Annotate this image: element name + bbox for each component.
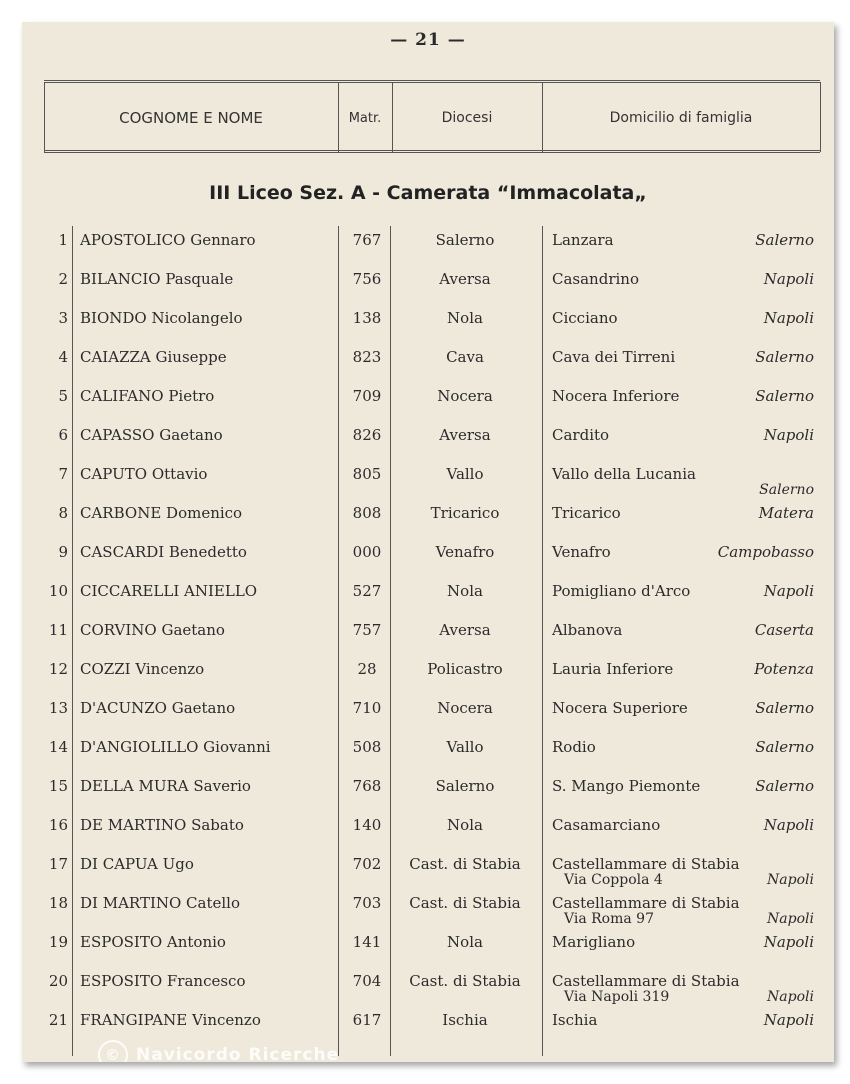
province: Caserta [754,621,814,639]
matriculation-number: 826 [352,426,382,444]
diocese: Salerno [435,777,495,795]
table-row [22,812,834,850]
column-header-diocese: Diocesi [441,110,493,126]
table-row [22,734,834,772]
matriculation-number: 702 [352,855,382,873]
table-row [22,968,834,1006]
domicile: Cava dei Tirreni [552,348,676,366]
row-number: 9 [58,543,68,561]
diocese: Cava [446,348,484,366]
domicile: Vallo della Lucania [552,465,696,483]
province: Napoli [763,933,814,951]
student-name: CASCARDI Benedetto [80,543,247,561]
province: Napoli [767,989,814,1005]
domicile: Tricarico [552,504,621,522]
domicile: Casandrino [552,270,639,288]
domicile: Marigliano [552,933,636,951]
matriculation-number: 508 [352,738,382,756]
table-row [22,773,834,811]
table-row [22,500,834,538]
student-name: D'ACUNZO Gaetano [80,699,236,717]
domicile-address: Via Napoli 319 [564,989,670,1005]
domicile: Ischia [552,1011,598,1029]
student-name: CICCARELLI ANIELLO [80,582,258,600]
row-number: 3 [58,309,68,327]
matriculation-number: 808 [352,504,382,522]
domicile: Castellammare di Stabia [552,855,740,873]
diocese: Cast. di Stabia [409,855,521,873]
diocese: Nocera [437,387,493,405]
row-number: 1 [58,231,68,249]
domicile: Castellammare di Stabia [552,894,740,912]
matriculation-number: 28 [357,660,377,678]
section-title: III Liceo Sez. A - Camerata “Immacolata„ [209,182,647,204]
row-number: 19 [48,933,68,951]
province: Salerno [759,482,814,498]
column-header-matr: Matr. [348,110,382,126]
row-number: 2 [58,270,68,288]
province: Salerno [755,231,814,249]
student-name: D'ANGIOLILLO Giovanni [80,738,271,756]
copyright-icon: © [98,1040,128,1062]
diocese: Vallo [446,738,484,756]
student-name: BILANCIO Pasquale [80,270,234,288]
diocese: Aversa [439,426,491,444]
matriculation-number: 527 [352,582,382,600]
diocese: Ischia [442,1011,488,1029]
diocese: Salerno [435,231,495,249]
table-row [22,266,834,304]
province: Napoli [763,426,814,444]
domicile-address: Via Coppola 4 [564,872,663,888]
table-row [22,929,834,967]
table-row [22,695,834,733]
row-number: 13 [48,699,68,717]
diocese: Nola [447,816,483,834]
table-row [22,656,834,694]
row-number: 17 [48,855,68,873]
province: Napoli [763,816,814,834]
student-name: CORVINO Gaetano [80,621,225,639]
row-number: 10 [48,582,68,600]
matriculation-number: 000 [352,543,382,561]
province: Salerno [755,738,814,756]
watermark-text: Navicordo Ricerche [136,1045,340,1062]
province: Salerno [755,777,814,795]
table-row [22,344,834,382]
row-number: 4 [58,348,68,366]
province: Campobasso [717,543,814,561]
row-number: 5 [58,387,68,405]
matriculation-number: 138 [352,309,382,327]
matriculation-number: 805 [352,465,382,483]
student-name: COZZI Vincenzo [80,660,205,678]
student-name: BIONDO Nicolangelo [80,309,243,327]
matriculation-number: 823 [352,348,382,366]
domicile: Nocera Superiore [552,699,688,717]
document-page [22,22,834,1062]
student-name: DI MARTINO Catello [80,894,241,912]
page-number: — 21 — [390,30,466,50]
row-number: 7 [58,465,68,483]
table-row [22,422,834,460]
province: Napoli [763,309,814,327]
row-number: 20 [48,972,68,990]
province: Salerno [755,699,814,717]
header-border-right [820,82,821,152]
province: Napoli [763,582,814,600]
column-header-name: COGNOME E NOME [119,109,263,127]
header-bottom-rule [44,150,820,153]
diocese: Nola [447,582,483,600]
diocese: Nola [447,933,483,951]
row-number: 12 [48,660,68,678]
domicile: Castellammare di Stabia [552,972,740,990]
table-row [22,539,834,577]
diocese: Nocera [437,699,493,717]
matriculation-number: 756 [352,270,382,288]
student-name: APOSTOLICO Gennaro [80,231,256,249]
matriculation-number: 767 [352,231,382,249]
domicile-address: Via Roma 97 [564,911,654,927]
student-name: CAPASSO Gaetano [80,426,223,444]
row-number: 16 [48,816,68,834]
header-top-rule [44,80,820,83]
domicile: Rodio [552,738,596,756]
matriculation-number: 757 [352,621,382,639]
province: Potenza [754,660,814,678]
domicile: Casamarciano [552,816,661,834]
diocese: Cast. di Stabia [409,972,521,990]
student-name: CAIAZZA Giuseppe [80,348,227,366]
domicile: Cardito [552,426,610,444]
row-number: 21 [48,1011,68,1029]
student-name: ESPOSITO Antonio [80,933,226,951]
domicile: Cicciano [552,309,618,327]
table-row [22,383,834,421]
matriculation-number: 140 [352,816,382,834]
domicile: Venafro [552,543,611,561]
table-row [22,851,834,889]
matriculation-number: 141 [352,933,382,951]
diocese: Cast. di Stabia [409,894,521,912]
table-row [22,617,834,655]
province: Salerno [755,387,814,405]
column-header-domicile: Domicilio di famiglia [609,110,753,126]
row-number: 6 [58,426,68,444]
matriculation-number: 709 [352,387,382,405]
student-name: DE MARTINO Sabato [80,816,244,834]
student-name: DELLA MURA Saverio [80,777,251,795]
row-number: 8 [58,504,68,522]
matriculation-number: 704 [352,972,382,990]
table-row [22,461,834,499]
student-name: DI CAPUA Ugo [80,855,194,873]
province: Napoli [767,911,814,927]
province: Napoli [767,872,814,888]
watermark [98,1040,339,1062]
table-row [22,578,834,616]
table-row [22,305,834,343]
table-row [22,227,834,265]
row-number: 14 [48,738,68,756]
domicile: Lauria Inferiore [552,660,674,678]
domicile: Pomigliano d'Arco [552,582,691,600]
matriculation-number: 703 [352,894,382,912]
domicile: S. Mango Piemonte [552,777,701,795]
domicile: Albanova [552,621,623,639]
table-row [22,890,834,928]
province: Napoli [763,270,814,288]
domicile: Nocera Inferiore [552,387,680,405]
diocese: Vallo [446,465,484,483]
province: Napoli [763,1011,814,1029]
student-name: ESPOSITO Francesco [80,972,246,990]
student-name: CALIFANO Pietro [80,387,215,405]
province: Salerno [755,348,814,366]
row-number: 18 [48,894,68,912]
matriculation-number: 617 [352,1011,382,1029]
matriculation-number: 768 [352,777,382,795]
diocese: Aversa [439,621,491,639]
row-number: 11 [48,621,68,639]
diocese: Tricarico [430,504,500,522]
province: Matera [758,504,814,522]
student-name: CARBONE Domenico [80,504,243,522]
student-name: FRANGIPANE Vincenzo [80,1011,261,1029]
diocese: Policastro [427,660,503,678]
row-number: 15 [48,777,68,795]
domicile: Lanzara [552,231,614,249]
diocese: Aversa [439,270,491,288]
student-name: CAPUTO Ottavio [80,465,208,483]
diocese: Venafro [435,543,495,561]
diocese: Nola [447,309,483,327]
matriculation-number: 710 [352,699,382,717]
